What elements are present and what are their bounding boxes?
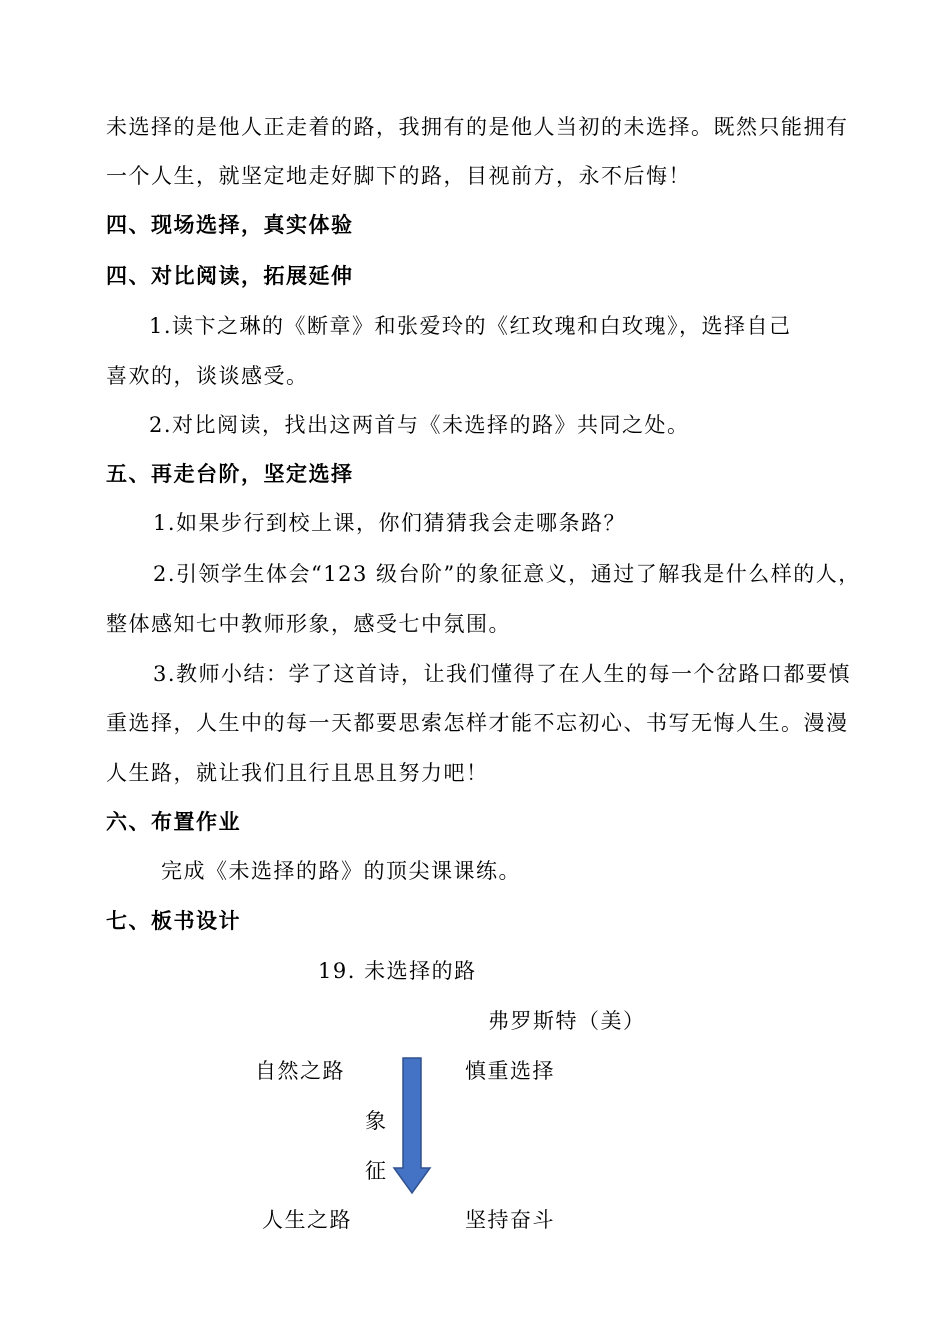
board-left-top: 自然之路 <box>255 1059 345 1083</box>
list-item: 2.对比阅读，找出这两首与《未选择的路》共同之处。 <box>149 413 690 437</box>
board-title: 19. 未选择的路 <box>318 959 477 983</box>
list-item: 3.教师小结：学了这首诗，让我们懂得了在人生的每一个岔路口都要慎 <box>153 662 852 686</box>
board-arrow-label-2: 征 <box>365 1159 388 1183</box>
section-heading: 七、板书设计 <box>106 909 241 933</box>
list-item-continuation: 喜欢的，谈谈感受。 <box>106 364 309 388</box>
list-item-continuation: 人生路，就让我们且行且思且努力吧！ <box>106 761 489 785</box>
section-heading: 六、布置作业 <box>106 810 241 834</box>
section-heading: 四、现场选择，真实体验 <box>106 213 354 237</box>
board-left-bottom: 人生之路 <box>262 1208 352 1232</box>
paragraph-line: 未选择的是他人正走着的路，我拥有的是他人当初的未选择。既然只能拥有 <box>106 115 849 139</box>
board-author: 弗罗斯特（美） <box>488 1009 646 1033</box>
section-heading: 四、对比阅读，拓展延伸 <box>106 264 354 288</box>
list-item-continuation: 整体感知七中教师形象，感受七中氛围。 <box>106 612 511 636</box>
paragraph-line: 一个人生，就坚定地走好脚下的路，目视前方，永不后悔！ <box>106 164 691 188</box>
list-item: 1.如果步行到校上课，你们猜猜我会走哪条路？ <box>153 511 627 535</box>
homework-text: 完成《未选择的路》的顶尖课课练。 <box>161 859 521 883</box>
board-right-top: 慎重选择 <box>465 1059 555 1083</box>
list-item-continuation: 重选择，人生中的每一天都要思索怎样才能不忘初心、书写无悔人生。漫漫 <box>106 711 849 735</box>
list-item: 2.引领学生体会“123 级台阶”的象征意义，通过了解我是什么样的人， <box>153 562 861 586</box>
down-arrow-icon <box>392 1056 432 1196</box>
board-right-bottom: 坚持奋斗 <box>465 1208 555 1232</box>
section-heading: 五、再走台阶，坚定选择 <box>106 462 354 486</box>
board-arrow-label-1: 象 <box>365 1109 388 1133</box>
list-item: 1.读卞之琳的《断章》和张爱玲的《红玫瑰和白玫瑰》，选择自己 <box>149 314 792 338</box>
